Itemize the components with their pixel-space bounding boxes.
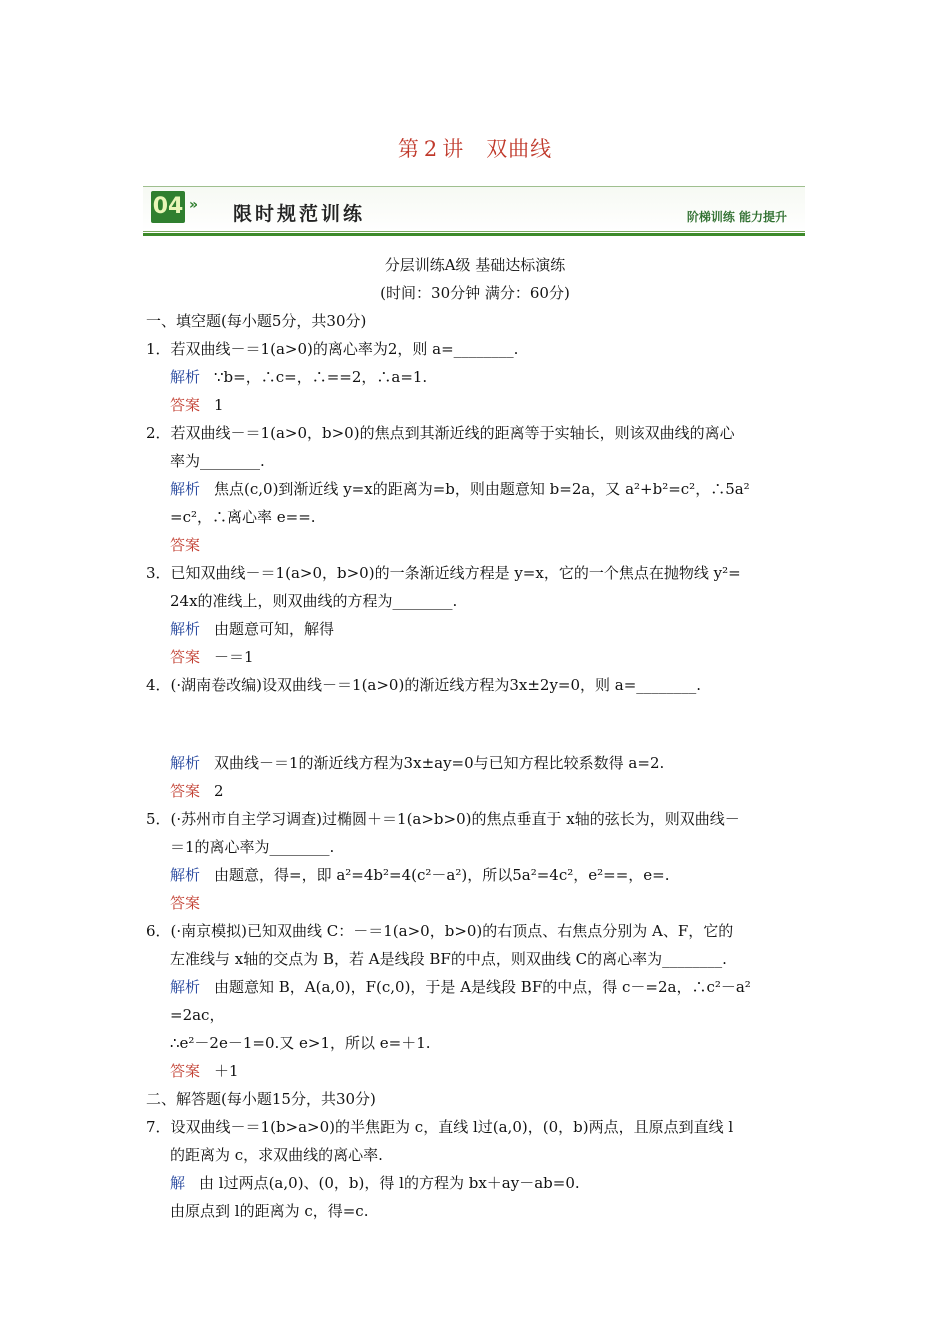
q7-solution: 解 由 l过两点(a,0)、(0，b)，得 l的方程为 bx＋ay－ab=0. [170,1174,580,1192]
banner-underline [143,233,805,236]
q6-analysis-cont2: ∴e²－2e－1=0.又 e>1，所以 e=＋1. [170,1034,431,1052]
question-4: 4．(·湖南卷改编)设双曲线－＝1(a>0)的渐近线方程为3x±2y=0，则 a=________. [146,676,702,694]
banner-subtitle: 阶梯训练 能力提升 [686,210,787,224]
section-banner [143,186,805,232]
q3-answer: 答案 －＝1 [170,648,254,666]
q5-answer: 答案 [170,894,201,912]
q2-answer: 答案 [170,536,201,554]
level-subtitle: 分层训练A级 基础达标演练 [384,256,566,274]
page-title: 第 2 讲 双曲线 [397,137,553,161]
question-1: 1．若双曲线－＝1(a>0)的离心率为2，则 a=________. [146,340,519,358]
q4-answer: 答案 2 [170,782,224,800]
section-number-badge: 04 [151,191,185,223]
double-arrow-icon: » [189,197,199,213]
question-6: 6．(·南京模拟)已知双曲线 C：－＝1(a>0，b>0)的右顶点、右焦点分别为 A、F，它的 [146,922,734,940]
q7-solution-cont: 由原点到 l的距离为 c，得=c. [170,1202,369,1220]
question-3-cont: 24x的准线上，则双曲线的方程为________. [170,592,458,610]
question-6-cont: 左准线与 x轴的交点为 B，若 A是线段 BF的中点，则双曲线 C的离心率为________. [170,950,727,968]
q6-analysis: 解析 由题意知 B，A(a,0)，F(c,0)，于是 A是线段 BF的中点，得 c－=2a，∴c²－a² [170,978,751,996]
q2-analysis: 解析 焦点(c,0)到渐近线 y=x的距离为=b，则由题意知 b=2a，又 a²+b²=c²，∴5a² [170,480,750,498]
question-2-cont: 率为________. [170,452,265,470]
q2-analysis-cont: =c²，∴离心率 e==. [170,508,316,526]
q6-analysis-cont: =2ac， [170,1006,225,1024]
section-heading-fill: 一、填空题(每小题5分，共30分) [146,312,367,330]
question-5-cont: ＝1的离心率为________. [170,838,335,856]
question-2: 2．若双曲线－＝1(a>0，b>0)的焦点到其渐近线的距离等于实轴长，则该双曲线的离心 [146,424,735,442]
question-7: 7．设双曲线－＝1(b>a>0)的半焦距为 c，直线 l过(a,0)，(0，b)两点，且原点到直线 l [146,1118,734,1136]
banner-title: 限时规范训练 [233,203,366,225]
q1-answer: 答案 1 [170,396,224,414]
q3-analysis: 解析 由题意可知，解得 [170,620,335,638]
q5-analysis: 解析 由题意，得=，即 a²=4b²=4(c²－a²)，所以5a²=4c²，e²==，e=. [170,866,670,884]
timing-info: (时间：30分钟 满分：60分) [380,284,570,302]
q4-analysis: 解析 双曲线－＝1的渐近线方程为3x±ay=0与已知方程比较系数得 a=2. [170,754,665,772]
q6-answer: 答案 ＋1 [170,1062,239,1080]
q1-analysis: 解析 ∵b=，∴c=，∴==2，∴a=1. [170,368,428,386]
section-heading-solve: 二、解答题(每小题15分，共30分) [146,1090,376,1108]
question-5: 5．(·苏州市自主学习调查)过椭圆＋＝1(a>b>0)的焦点垂直于 x轴的弦长为，则双曲线－ [146,810,740,828]
question-3: 3．已知双曲线－＝1(a>0，b>0)的一条渐近线方程是 y=x，它的一个焦点在抛物线 y²= [146,564,741,582]
question-7-cont: 的距离为 c，求双曲线的离心率. [170,1146,383,1164]
